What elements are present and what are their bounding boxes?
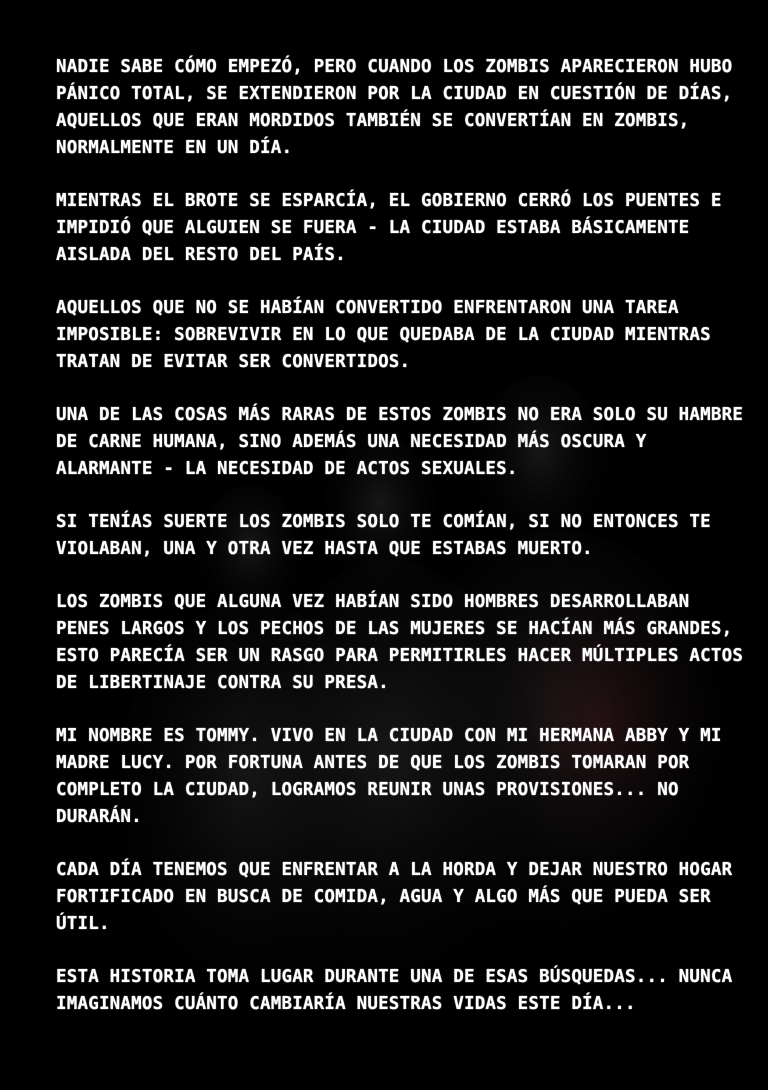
paragraph-5: SI TENÍAS SUERTE LOS ZOMBIS SOLO TE COMÍAN, SI NO ENTONCES TE VIOLABAN, UNA Y OTRA VEZ HASTA QUE ESTABAS MUERTO. xyxy=(56,512,711,559)
paragraph-4: UNA DE LAS COSAS MÁS RARAS DE ESTOS ZOMBIS NO ERA SOLO SU HAMBRE DE CARNE HUMANA, SINO ADEMÁS UNA NECESIDAD MÁS OSCURA Y ALARMANTE - LA NECESIDAD DE ACTOS SEXUALES. xyxy=(56,405,744,479)
paragraph-3: AQUELLOS QUE NO SE HABÍAN CONVERTIDO ENFRENTARON UNA TAREA IMPOSIBLE: SOBREVIVIR EN LO QUE QUEDABA DE LA CIUDAD MIENTRAS TRATAN DE EVITAR SER CONVERTIDOS. xyxy=(56,298,711,372)
paragraph-9: ESTA HISTORIA TOMA LUGAR DURANTE UNA DE ESAS BÚSQUEDAS... NUNCA IMAGINAMOS CUÁNTO CAMBIARÍA NUESTRAS VIDAS ESTE DÍA... xyxy=(56,967,733,1014)
narration-text xyxy=(56,54,746,1044)
paragraph-6: LOS ZOMBIS QUE ALGUNA VEZ HABÍAN SIDO HOMBRES DESARROLLABAN PENES LARGOS Y LOS PECHOS DE LAS MUJERES SE HACÍAN MÁS GRANDES, ESTO PARECÍA SER UN RASGO PARA PERMITIRLES HACER MÚLTIPLES ACTOS DE LIBERTINAJE CONTRA SU PRESA. xyxy=(56,592,744,693)
paragraph-1: NADIE SABE CÓMO EMPEZÓ, PERO CUANDO LOS ZOMBIS APARECIERON HUBO PÁNICO TOTAL, SE EXTENDIERON POR LA CIUDAD EN CUESTIÓN DE DÍAS, AQUELLOS QUE ERAN MORDIDOS TAMBIÉN SE CONVERTÍAN EN ZOMBIS, NORMALMENTE EN UN DÍA. xyxy=(56,57,733,158)
paragraph-7: MI NOMBRE ES TOMMY. VIVO EN LA CIUDAD CON MI HERMANA ABBY Y MI MADRE LUCY. POR FORTUNA ANTES DE QUE LOS ZOMBIS TOMARAN POR COMPLETO LA CIUDAD, LOGRAMOS REUNIR UNAS PROVISIONES... NO DURARÁN. xyxy=(56,726,722,827)
paragraph-8: CADA DÍA TENEMOS QUE ENFRENTAR A LA HORDA Y DEJAR NUESTRO HOGAR FORTIFICADO EN BUSCA DE COMIDA, AGUA Y ALGO MÁS QUE PUEDA SER ÚTIL. xyxy=(56,860,733,934)
paragraph-2: MIENTRAS EL BROTE SE ESPARCÍA, EL GOBIERNO CERRÓ LOS PUENTES E IMPIDIÓ QUE ALGUIEN SE FUERA - LA CIUDAD ESTABA BÁSICAMENTE AISLADA DEL RESTO DEL PAÍS. xyxy=(56,191,722,265)
